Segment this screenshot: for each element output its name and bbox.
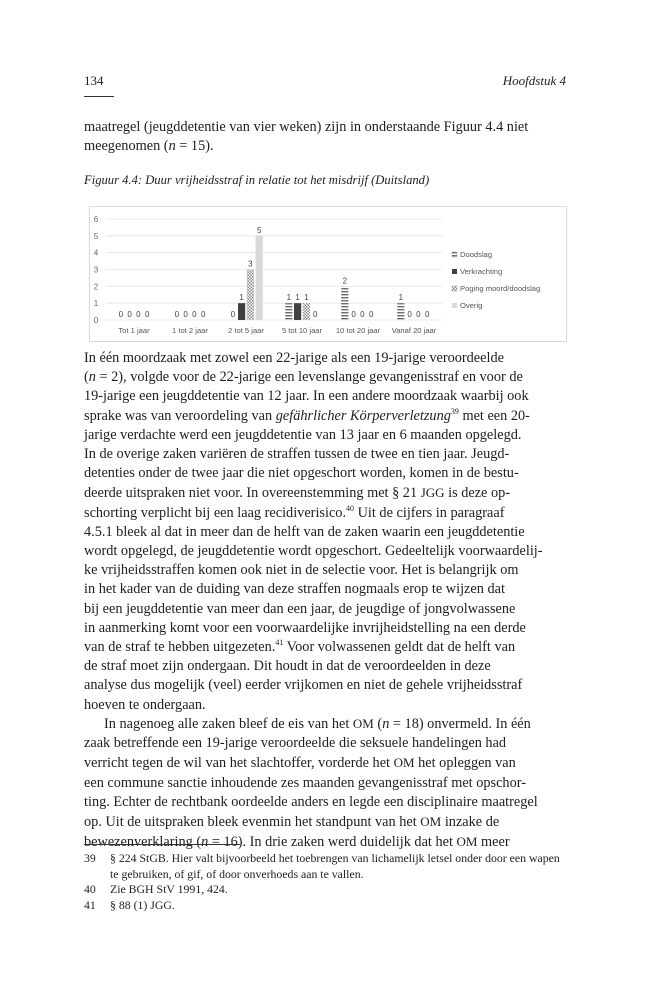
header-rule [84,96,114,97]
text-line: sprake was van veroordeling van gefährlicher Körperverletzung$^{39}$ met een 20- [84,406,530,424]
footnote-rule [84,844,240,845]
y-tick-label: 6 [93,215,99,224]
intro-text [84,118,568,156]
chart-svg [90,207,566,341]
footnote [84,882,568,898]
data-label: 2 [342,276,348,286]
legend-swatch [452,252,457,257]
data-label: 1 [304,293,309,303]
text-line: (n = 2), volgde voor de 22-jarige een levenslange gevangenisstraf en voor de [84,369,523,386]
text-line: ke vrijheidsstraffen komen ook niet in de selectie voor. Het is belangrijk om [84,562,519,579]
text-line: op. Uit de uitspraken bleek evenmin het standpunt van het OM inzake de [84,814,500,831]
text-line: In één moordzaak met zowel een 22-jarige als een 19-jarige veroordeelde [84,350,504,366]
legend-label: Overig [460,301,483,310]
chart [89,206,567,342]
bar [397,303,404,320]
data-label: 3 [248,259,253,269]
running-head: Hoofdstuk 4 [502,73,566,88]
footnotes [84,851,568,913]
intro-line: maatregel (jeugddetentie van vier weken) zijn in onderstaande Figuur 4.4 niet [84,119,529,135]
legend-label: Doodslag [460,250,493,259]
data-label: 1 [295,293,300,303]
bar [238,303,245,320]
bar [256,236,263,320]
text-line: ting. Echter de rechtbank oordeelde anders en legde een disciplinaire maatregel [84,793,538,810]
footnote-text: Zie BGH StV 1991, 424. [110,882,228,897]
text-line: In nagenoeg alle zaken bleef de eis van het OM (n = 18) onvermeld. In één [104,716,531,732]
footnote-number: 41 [84,897,96,912]
text-line: hoeven te ondergaan. [84,696,206,713]
data-label: 1 [239,293,244,303]
text-line: schorting verplicht bij een laag recidiverisico.$^{40}$ Uit de cijfers in paragraaf [84,503,505,521]
text-line: jarige verdachte werd een jeugddetentie van 13 jaar en 6 maanden opgelegd. [84,426,522,443]
text-line: 19-jarige een jeugddetentie van 12 jaar. In een andere moordzaak waarbij ook [84,388,529,405]
data-label: 0 [200,310,206,319]
text-line: de straf moet zijn ondergaan. Dit houdt in dat de veroordeelden in deze [84,658,491,675]
bar [247,270,254,321]
figure-caption: Figuur 4.4: Duur vrijheidsstraf in relatie tot het misdrijf (Duitsland) [84,173,430,187]
bar [303,303,310,320]
data-label: 0 [127,310,132,319]
text-line: deerde uitspraken niet voor. In overeenstemming met § 21 JGG is deze op- [84,485,511,502]
data-label: 0 [351,310,356,319]
text-line: van de straf te hebben uitgezeten.$^{41}$ Voor volwassenen geldt dat de helft van [84,638,516,656]
legend-label: Verkrachting [460,267,503,276]
data-label: 0 [118,310,124,319]
text-line: in aanmerking komt voor een voorwaardelijke invrijheidstelling na een derde [84,619,526,636]
y-tick-label: 2 [93,282,99,292]
text-line: In de overige zaken variëren de straffen tussen de twee en tien jaar. Jeugd- [84,446,510,463]
footnote-text: § 88 (1) JGG. [110,897,175,912]
legend-swatch [452,269,457,274]
legend-swatch [452,286,457,291]
data-label: 0 [136,310,141,319]
data-label: 0 [312,310,318,319]
data-label: 0 [183,310,188,319]
data-label: 1 [286,293,292,303]
data-label: 0 [368,310,374,319]
text-line: zaak betreffende een 19-jarige veroordeelde die seksuele handelingen had [84,735,507,752]
x-tick-label: Vanaf 20 jaar [391,326,437,335]
data-label: 0 [416,310,421,319]
footnote-text: § 224 StGB. Hier valt bijvoorbeeld het toebrengen van lichamelijk letsel onder door een wapen te gebruiken, of gif, of door onverhoeds aan te vallen. [110,851,560,881]
x-tick-label: 1 tot 2 jaar [172,326,208,335]
bar [341,286,348,320]
y-tick-label: 0 [93,316,99,325]
x-tick-label: 10 tot 20 jaar [335,326,381,335]
legend-label: Poging moord/doodslag [460,284,541,293]
data-label: 0 [360,310,365,319]
text-line: een commune sanctie inhoudende zes maanden gevangenisstraf met opschor- [84,774,526,791]
page-number: 134 [84,73,104,88]
data-label: 0 [144,310,150,319]
data-label: 0 [407,310,412,319]
intro-line: meegenomen (n = 15). [84,138,214,155]
footnote-number: 40 [84,882,96,897]
y-tick-label: 4 [93,248,99,258]
footnote-number: 39 [84,851,96,865]
data-label: 0 [174,310,180,319]
data-label: 0 [192,310,197,319]
legend-swatch [452,303,457,308]
text-line: bewezenverklaring (n = 16). In drie zaken werd duidelijk dat het OM meer [84,834,510,851]
y-tick-label: 1 [93,299,99,309]
y-tick-label: 3 [93,265,99,275]
data-label: 0 [230,310,236,319]
paragraph-2 [84,714,568,852]
data-label: 1 [398,293,404,303]
text-line: wordt opgelegd, de jeugddetentie wordt opgeschort. Gedeeltelijk voorwaardelij- [84,543,543,560]
text-line: analyse dus mogelijk (veel) eerder vrijkomen en niet de gehele vrijheidsstraf [84,677,523,694]
bar [285,303,292,320]
text-line: 4.5.1 bleek al dat in meer dan de helft van de zaken waarin een jeugddetentie [84,523,525,540]
bar [294,303,301,320]
text-line: bij een jeugddetentie van meer dan een jaar, de jeugdige of jongvolwassene [84,600,516,617]
text-line: detenties onder de twee jaar die niet opgeschort worden, komen in de bestu- [84,465,519,482]
data-label: 5 [256,225,262,235]
footnote [84,851,568,882]
text-line: in het kader van de duiding van deze straffen nogmaals erop te wijzen dat [84,581,505,598]
x-tick-label: Tot 1 jaar [118,326,150,335]
x-tick-label: 2 tot 5 jaar [228,326,264,335]
footnote [84,898,568,914]
paragraph-1 [84,349,568,715]
text-line: verricht tegen de wil van het slachtoffer, vorderde het OM het opleggen van [84,755,516,772]
data-label: 0 [424,310,430,319]
x-tick-label: 5 tot 10 jaar [281,326,323,335]
y-tick-label: 5 [93,231,99,241]
